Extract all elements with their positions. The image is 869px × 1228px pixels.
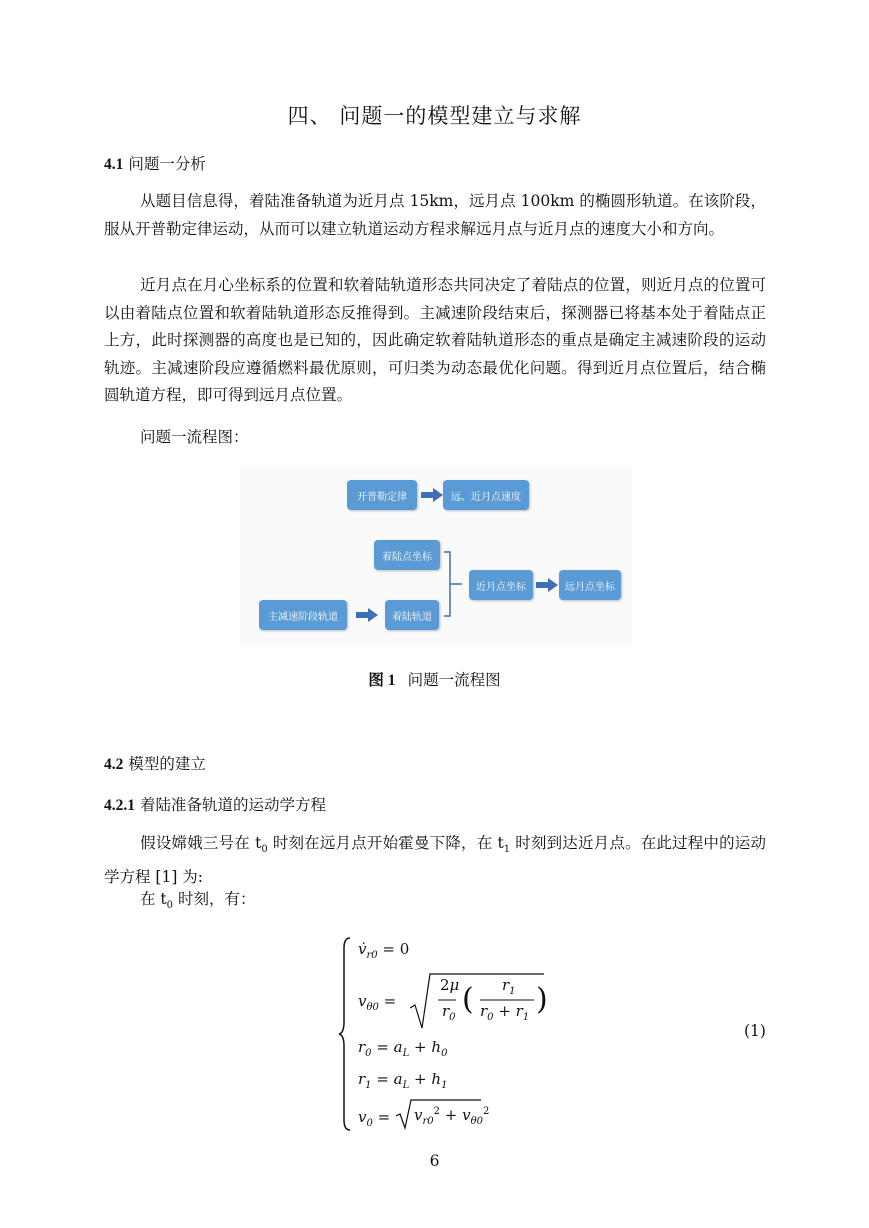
paragraph-1-text: 从题目信息得，着陆准备轨道为近月点 15km，远月点 100km 的椭圆形轨道。在该阶段，服从开普勒定律运动，从而可以建立轨道运动方程求解远月点与近月点的速度大小和方向。 xyxy=(104,192,766,238)
equation-system: $v̇_{r0} = 0$ $v_{\theta 0}$ = 2μ $r_0$ ( $r_1$ $r_0 + r_1$ ) $r_0 = a_L + h_0$ $r_1 = a_L + h_1$ $v_0$ = $v_{r0}^2 + v_{\theta 0}^2$ xyxy=(338,936,538,1132)
left-brace-icon xyxy=(338,936,352,1132)
paragraph-4-text-a: 假设嫦娥三号在 t xyxy=(140,834,262,852)
paragraph-4-text-b: 时刻在远月点开始霍曼下降，在 t xyxy=(267,834,504,852)
bracket-icon xyxy=(440,550,464,620)
figure-number: 图 1 xyxy=(368,672,396,689)
flow-box-speed: 远、近月点速度 xyxy=(443,480,529,510)
arrow-right-icon xyxy=(356,608,378,622)
paragraph-2-text: 近月点在月心坐标系的位置和软着陆轨道形态共同决定了着陆点的位置，则近月点的位置可以由着陆点位置和软着陆轨道形态反推得到。主减速阶段结束后，探测器已将基本处于着陆点正上方，此时探测器的高度也是已知的，因此确定软着陆轨道形态的重点是确定主减速阶段的运动轨迹。主减速阶段应遵循燃料最优原则，可归类为动态最优化问题。得到近月点位置后，结合椭圆轨道方程，即可得到远月点位置。 xyxy=(104,276,766,404)
arrow-right-icon xyxy=(536,578,558,592)
heading-4-2-1-label: 着陆准备轨道的运动学方程 xyxy=(139,796,326,814)
flow-box-landing-coord: 着陆点坐标 xyxy=(374,540,440,570)
flow-box-perilune-coord: 近月点坐标 xyxy=(469,570,533,600)
flow-box-main-decel: 主减速阶段轨道 xyxy=(259,600,347,630)
paragraph-3 xyxy=(104,424,766,452)
paragraph-1 xyxy=(104,188,766,243)
arrow-right-icon xyxy=(421,488,443,502)
flow-box-apolune-coord: 远月点坐标 xyxy=(559,570,621,600)
flow-box-kepler: 开普勒定律 xyxy=(347,480,417,510)
paragraph-3-text: 问题一流程图： xyxy=(140,428,249,446)
heading-4-2-label: 模型的建立 xyxy=(128,755,206,773)
paragraph-5-text-b: 时刻，有： xyxy=(173,890,256,908)
heading-4-1-number: 4.1 xyxy=(104,156,124,173)
figure-caption-text: 问题一流程图 xyxy=(407,671,501,689)
paragraph-4-text-c: 时刻到达近月点。在此过程中的运动学方程 [1] 为: xyxy=(104,834,766,886)
heading-4-2 xyxy=(104,752,206,774)
equation-line-4: $r_1 = a_L + h_1$ xyxy=(358,1070,448,1091)
flowchart-figure xyxy=(240,466,632,646)
section-title: 四、 问题一的模型建立与求解 xyxy=(287,104,582,128)
heading-4-1-label: 问题一分析 xyxy=(128,155,206,173)
heading-4-1 xyxy=(104,152,206,174)
paragraph-5-text-a: 在 t xyxy=(140,890,167,908)
equation-line-1: $v̇_{r0} = 0$ xyxy=(358,940,410,961)
flow-box-landing-orbit: 着陆轨道 xyxy=(385,600,439,630)
page-number: 6 xyxy=(429,1152,440,1170)
paragraph-5: 在 $t_0$ 时刻，有： xyxy=(140,890,256,912)
heading-4-2-1 xyxy=(104,793,326,815)
paragraph-4: 假设嫦娥三号在 $t_0$ 时刻在远月点开始霍曼下降，在 $t_1$ 时刻到达近月点。在此过程中的运动学方程 [1] 为: xyxy=(104,834,766,886)
equation-number: (1) xyxy=(744,1022,766,1040)
figure-caption xyxy=(0,668,869,690)
heading-4-2-number: 4.2 xyxy=(104,756,124,773)
heading-4-2-1-number: 4.2.1 xyxy=(104,797,135,814)
paragraph-2 xyxy=(104,272,766,410)
equation-line-3: $r_0 = a_L + h_0$ xyxy=(358,1038,448,1059)
